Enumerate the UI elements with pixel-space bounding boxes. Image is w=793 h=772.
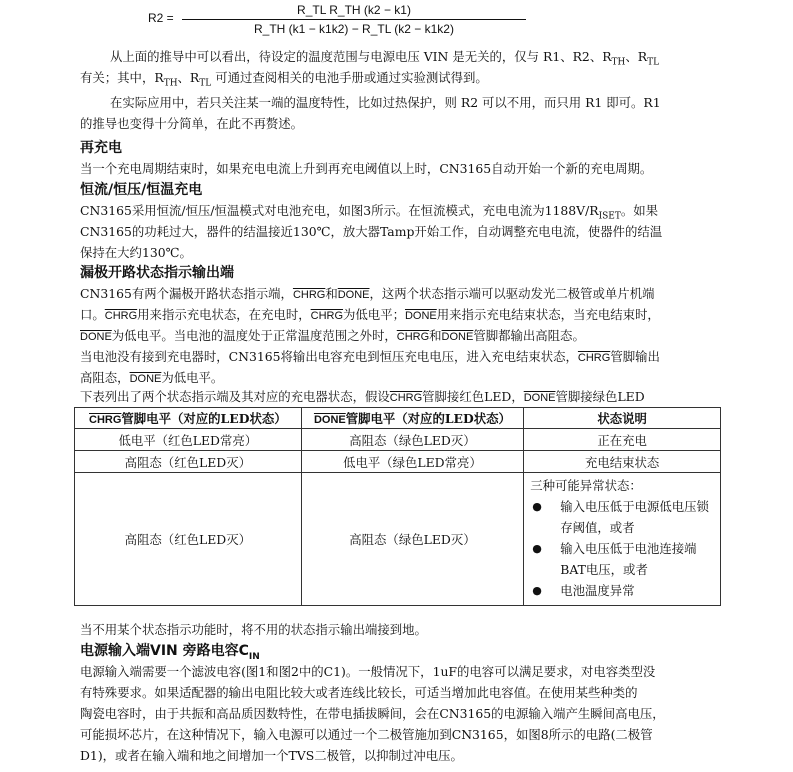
chrg-pin: CHRG — [577, 352, 611, 364]
formula-fraction — [182, 2, 526, 38]
od-line3: DONE为低电平。当电池的温度处于正常温度范围之外时，CHRG和DONE管脚都输出高阻态。 — [80, 328, 585, 343]
od-line1: CN3165有两个漏极开路状态指示端，CHRG和DONE，这两个状态指示端可以驱动发光二极管或单片机端 — [80, 286, 655, 301]
list-item: ● 输入电压低于电池连接端BAT电压，或者 — [530, 538, 714, 580]
status-table — [74, 407, 721, 606]
table-header-row — [75, 408, 721, 429]
formula-denominator: R_TH (k1 − k1k2) − R_TL (k2 − k1k2) — [254, 22, 454, 36]
heading-open-drain: 漏极开路状态指示输出端 — [80, 265, 234, 281]
heading-cc-cv-ct: 恒流/恒压/恒温充电 — [80, 182, 203, 198]
chrg-pin: CHRG — [104, 310, 138, 322]
od-line6: 下表列出了两个状态指示端及其对应的充电器状态，假设CHRG管脚接红色LED，DONE管脚接绿色LED — [80, 389, 645, 404]
od-line4: 当电池没有接到充电器时，CN3165将输出电容充电到恒压充电电压，进入充电结束状态，CHRG管脚输出 — [80, 349, 660, 364]
list-item: ● 电池温度异常 — [530, 580, 714, 601]
table-row: 高阻态（红色LED灭） 高阻态（绿色LED灭） 三种可能异常状态： ● 输入电压低于电源低电压锁存阈值，或者 ● 输入电压低于电池连接端BAT电压，或者 ● 电池温度异常 — [75, 473, 721, 606]
chrg-pin: CHRG — [292, 289, 326, 301]
vin-line3: 陶瓷电容时，由于共振和高品质因数特性，在带电插拔瞬间，会在CN3165的电源输入端产生瞬间高电压， — [80, 706, 665, 721]
abnormal-states-cell: 三种可能异常状态： ● 输入电压低于电源低电压锁存阈值，或者 ● 输入电压低于电池连接端BAT电压，或者 ● 电池温度异常 — [524, 473, 721, 606]
cc-line1: CN3165采用恒流/恒压/恒温模式对电池充电，如图3所示。在恒流模式，充电电流为$1188V/R_{ISET}$。如果 — [80, 203, 659, 222]
vin-line5: D1)，或者在输入端和地之间增加一个TVS二极管，以抑制过冲电压。 — [80, 748, 463, 763]
vin-line4: 可能损坏芯片，在这种情况下，输入电源可以通过一个二极管施加到CN3165，如图8所示的电路(二极管 — [80, 727, 653, 742]
heading-vin-capacitor: 电源输入端VIN 旁路电容$C_{IN}$ — [80, 643, 260, 662]
abnormal-states-list — [530, 496, 714, 601]
list-item: ● 输入电压低于电源低电压锁存阈值，或者 — [530, 496, 714, 538]
done-pin: DONE — [404, 310, 437, 322]
formula-numerator: R_TL R_TH (k2 − k1) — [182, 2, 526, 20]
para1-line1: 从上面的推导中可以看出，待设定的温度范围与电源电压 VIN 是无关的，仅与 R1、R2、$R_{TH}$、$R_{TL}$ — [110, 49, 660, 68]
formula-lhs: R2 = — [148, 11, 174, 25]
chrg-pin: CHRG — [310, 310, 344, 322]
done-pin: DONE — [129, 373, 162, 385]
done-pin: DONE — [80, 331, 112, 343]
after-table-note: 当不用某个状态指示功能时，将不用的状态指示输出端接到地。 — [80, 622, 427, 637]
done-pin: DONE — [441, 331, 474, 343]
done-pin: DONE — [337, 289, 370, 301]
chrg-pin: CHRG — [396, 331, 430, 343]
od-line5: 高阻态，DONE为低电平。 — [80, 370, 224, 385]
recharge-text: 当一个充电周期结束时，如果充电电流上升到再充电阈值以上时，CN3165自动开始一个新的充电周期。 — [80, 161, 653, 176]
cc-line3: 保持在大约130℃。 — [80, 245, 192, 260]
para2-line2: 的推导也变得十分简单，在此不再赘述。 — [80, 116, 304, 131]
done-pin: DONE — [523, 392, 556, 404]
col-header-chrg: CHRG管脚电平（对应的LED状态） — [75, 408, 302, 429]
od-line2: 口。CHRG用来指示充电状态，在充电时，CHRG为低电平；DONE用来指示充电结束状态，当充电结束时， — [80, 307, 660, 322]
para1-line2: 有关；其中，$R_{TH}$、$R_{TL}$ 可通过查阅相关的电池手册或通过实验测试得到。 — [80, 70, 488, 89]
vin-line1: 电源输入端需要一个滤波电容(图1和图2中的C1)。一般情况下，1uF的电容可以满足要求，对电容类型没 — [80, 664, 656, 679]
table-row: 高阻态（红色LED灭） 低电平（绿色LED常亮） 充电结束状态 — [75, 451, 721, 473]
vin-line2: 有特殊要求。如果适配器的输出电阻比较大或者连线比较长，可适当增加此电容值。在使用某些种类的 — [80, 685, 638, 700]
col-header-status: 状态说明 — [524, 408, 721, 429]
para2-line1: 在实际应用中，若只关注某一端的温度特性，比如过热保护，则 R2 可以不用，而只用 R1 即可。R1 — [110, 95, 661, 110]
table-row: 低电平（红色LED常亮） 高阻态（绿色LED灭） 正在充电 — [75, 429, 721, 451]
heading-recharge: 再充电 — [80, 140, 122, 156]
chrg-pin: CHRG — [389, 392, 423, 404]
col-header-done: DONE管脚电平（对应的LED状态） — [301, 408, 524, 429]
cc-line2: CN3165的功耗过大，器件的结温接近130℃，放大器Tamp开始工作，自动调整充电电流，使器件的结温 — [80, 224, 663, 239]
